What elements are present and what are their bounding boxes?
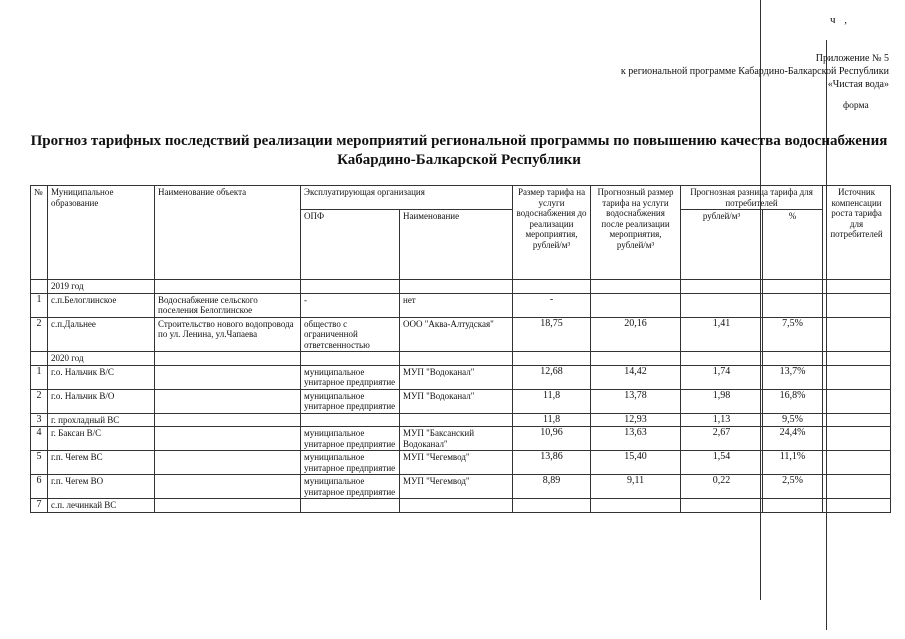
cell-opf: муниципальное унитарное предприятие (301, 451, 400, 475)
header-opf: ОПФ (301, 210, 400, 280)
cell-name (400, 413, 513, 427)
cell-opf: муниципальное унитарное предприятие (301, 365, 400, 389)
table-row (31, 499, 891, 513)
cell-num: 5 (31, 451, 48, 475)
cell-before: 8,89 (513, 475, 591, 499)
header-source: Источник компенсации роста тарифа для потребителей (823, 186, 891, 280)
year-empty-cell (400, 352, 513, 366)
year-empty-cell (400, 280, 513, 294)
cell-diff-rub: 0,22 (681, 475, 763, 499)
cell-after: 13,78 (591, 389, 681, 413)
cell-object (155, 427, 301, 451)
table-row (31, 451, 891, 475)
cell-name: ООО "Аква-Алтудская" (400, 317, 513, 352)
cell-source (823, 293, 891, 317)
cell-after: 20,16 (591, 317, 681, 352)
cell-diff-rub (681, 499, 763, 513)
cell-opf (301, 499, 400, 513)
cell-municipality: г.п. Чегем ВО (48, 475, 155, 499)
title-line-1: Прогноз тарифных последствий реализации мероприятий региональной программы по повышению качества водоснабжения (30, 133, 888, 149)
header-tariff-after: Прогнозный размер тарифа на услуги водоснабжения после реализации мероприятия, рублей/м³ (591, 186, 681, 280)
year-row (31, 352, 891, 366)
header-object: Наименование объекта (155, 186, 301, 280)
header-municipality: Муниципальное образование (48, 186, 155, 280)
year-empty-cell (155, 280, 301, 294)
cell-num: 2 (31, 317, 48, 352)
cell-name: МУП "Водоканал" (400, 365, 513, 389)
cell-diff-pct: 7,5% (763, 317, 823, 352)
cell-num: 3 (31, 413, 48, 427)
cell-municipality: с.п.Дальнее (48, 317, 155, 352)
cell-opf: общество с ограниченной ответсвенностью (301, 317, 400, 352)
year-empty-cell (681, 280, 763, 294)
corner-marks: ч , (830, 14, 851, 26)
year-empty-cell (513, 280, 591, 294)
cell-before: 11,8 (513, 413, 591, 427)
year-empty-cell (823, 280, 891, 294)
cell-source (823, 475, 891, 499)
year-label: 2019 год (48, 280, 155, 294)
tariff-table (30, 185, 891, 513)
appendix-line-2: к региональной программе Кабардино-Балкарской Республики (620, 66, 889, 77)
header-num: № (31, 186, 48, 280)
cell-diff-rub: 1,74 (681, 365, 763, 389)
year-empty-cell (681, 352, 763, 366)
cell-num: 1 (31, 365, 48, 389)
cell-before: - (513, 293, 591, 317)
cell-before: 13,86 (513, 451, 591, 475)
cell-municipality: с.п. лечинкай ВС (48, 499, 155, 513)
cell-diff-pct: 11,1% (763, 451, 823, 475)
cell-name: нет (400, 293, 513, 317)
cell-after: 12,93 (591, 413, 681, 427)
year-row (31, 280, 891, 294)
cell-diff-pct: 16,8% (763, 389, 823, 413)
cell-source (823, 427, 891, 451)
cell-num: 7 (31, 499, 48, 513)
cell-num: 2 (31, 389, 48, 413)
cell-after: 13,63 (591, 427, 681, 451)
appendix-line-1: Приложение № 5 (815, 53, 889, 64)
cell-after (591, 499, 681, 513)
cell-name: МУП "Водоканал" (400, 389, 513, 413)
table-row (31, 293, 891, 317)
header-name: Наименование (400, 210, 513, 280)
cell-object: Водоснабжение сельского поселения Белоглинское (155, 293, 301, 317)
cell-municipality: с.п.Белоглинское (48, 293, 155, 317)
cell-name: МУП "Баксанский Водоканал" (400, 427, 513, 451)
cell-opf: муниципальное унитарное предприятие (301, 427, 400, 451)
header-tariff-before: Размер тарифа на услуги водоснабжения до реализации мероприятия, рублей/м³ (513, 186, 591, 280)
cell-before: 12,68 (513, 365, 591, 389)
cell-object (155, 451, 301, 475)
cell-diff-rub: 1,13 (681, 413, 763, 427)
cell-municipality: г. Баксан В/С (48, 427, 155, 451)
appendix-line-3: «Чистая вода» (827, 79, 889, 90)
cell-object (155, 389, 301, 413)
table-row (31, 475, 891, 499)
cell-name (400, 499, 513, 513)
cell-object (155, 413, 301, 427)
cell-diff-pct: 24,4% (763, 427, 823, 451)
cell-source (823, 499, 891, 513)
table-row (31, 365, 891, 389)
cell-source (823, 413, 891, 427)
cell-num: 1 (31, 293, 48, 317)
cell-source (823, 365, 891, 389)
year-empty-cell (763, 352, 823, 366)
cell-diff-pct (763, 499, 823, 513)
year-empty-cell (155, 352, 301, 366)
cell-after (591, 293, 681, 317)
cell-municipality: г.п. Чегем ВС (48, 451, 155, 475)
appendix-form: форма (843, 101, 869, 111)
cell-opf: - (301, 293, 400, 317)
cell-opf (301, 413, 400, 427)
cell-diff-pct: 13,7% (763, 365, 823, 389)
page-title (20, 132, 898, 170)
cell-diff-rub: 1,41 (681, 317, 763, 352)
cell-num: 4 (31, 427, 48, 451)
header-diff-rub: рублей/м³ (681, 210, 763, 280)
year-label: 2020 год (48, 352, 155, 366)
year-num-cell (31, 352, 48, 366)
cell-municipality: г.о. Нальчик В/О (48, 389, 155, 413)
cell-num: 6 (31, 475, 48, 499)
cell-name: МУП "Чегемвод" (400, 475, 513, 499)
year-empty-cell (591, 280, 681, 294)
cell-diff-rub: 1,54 (681, 451, 763, 475)
cell-before: 18,75 (513, 317, 591, 352)
cell-municipality: г. прохладный ВС (48, 413, 155, 427)
cell-diff-pct (763, 293, 823, 317)
cell-object: Строительство нового водопровода по ул. Ленина, ул.Чапаева (155, 317, 301, 352)
cell-before: 10,96 (513, 427, 591, 451)
table-row (31, 413, 891, 427)
table-row (31, 317, 891, 352)
year-empty-cell (591, 352, 681, 366)
cell-opf: муниципальное унитарное предприятие (301, 389, 400, 413)
header-diff: Прогнозная разница тарифа для потребителей (681, 186, 823, 210)
table-body (31, 280, 891, 513)
table-row (31, 427, 891, 451)
table-row (31, 389, 891, 413)
cell-source (823, 317, 891, 352)
cell-diff-pct: 9,5% (763, 413, 823, 427)
cell-name: МУП "Чегемвод" (400, 451, 513, 475)
cell-object (155, 365, 301, 389)
cell-after: 15,40 (591, 451, 681, 475)
year-empty-cell (513, 352, 591, 366)
cell-source (823, 451, 891, 475)
year-empty-cell (763, 280, 823, 294)
cell-before: 11,8 (513, 389, 591, 413)
cell-object (155, 499, 301, 513)
header-operator: Эксплуатирующая организация (301, 186, 513, 210)
cell-before (513, 499, 591, 513)
year-num-cell (31, 280, 48, 294)
year-empty-cell (301, 280, 400, 294)
cell-diff-rub: 1,98 (681, 389, 763, 413)
cell-diff-rub (681, 293, 763, 317)
year-empty-cell (823, 352, 891, 366)
cell-after: 9,11 (591, 475, 681, 499)
cell-diff-pct: 2,5% (763, 475, 823, 499)
cell-source (823, 389, 891, 413)
cell-after: 14,42 (591, 365, 681, 389)
header-diff-pct: % (763, 210, 823, 280)
year-empty-cell (301, 352, 400, 366)
cell-diff-rub: 2,67 (681, 427, 763, 451)
cell-opf: муниципальное унитарное предприятие (301, 475, 400, 499)
cell-object (155, 475, 301, 499)
title-line-2: Кабардино-Балкарской Республики (337, 152, 581, 168)
cell-municipality: г.о. Нальчик В/С (48, 365, 155, 389)
